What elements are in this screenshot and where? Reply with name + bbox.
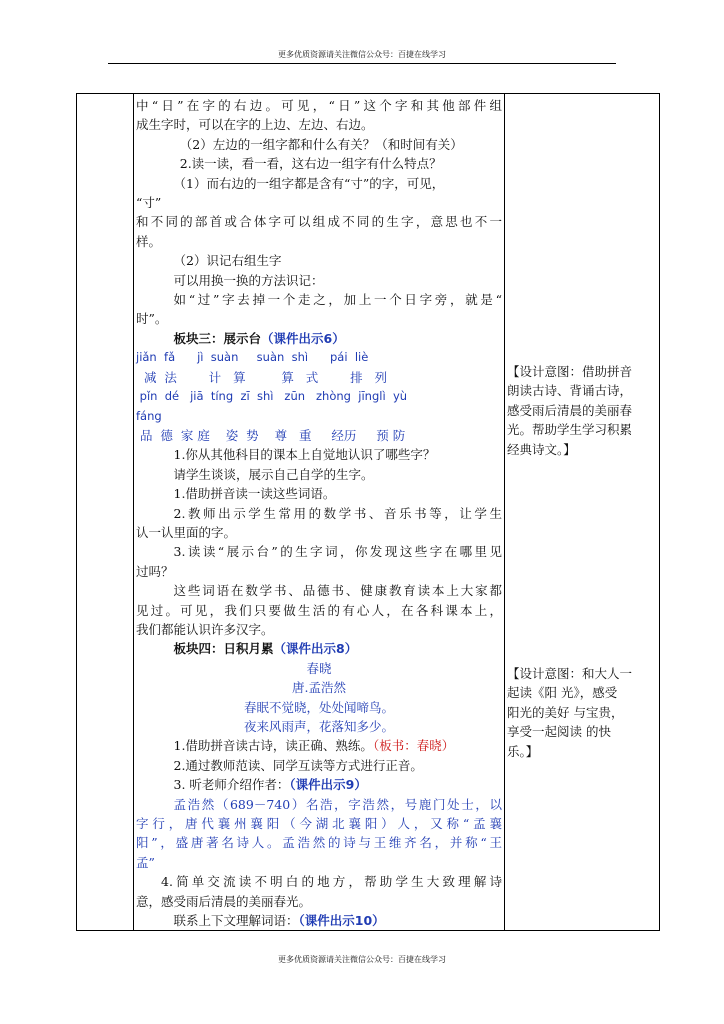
note-line: 乐。】	[507, 743, 539, 759]
note-line: 经典诗文。】	[507, 441, 576, 457]
text-line: 意，感受雨后清晨的美丽春光。	[136, 893, 312, 909]
courseware-note: （课件出示9）	[289, 777, 367, 793]
step-text: 1.借助拼音读古诗，读正确、熟练。	[173, 738, 373, 754]
teaching-process-cell	[134, 94, 505, 931]
teaching-process-text	[134, 94, 504, 930]
page-footer: 更多优质资源请关注微信公众号：百捷在线学习	[278, 955, 446, 964]
text-line: “寸”	[136, 195, 162, 211]
text-line: 1.你从其他科目的课本上自觉地认识了哪些字？	[173, 447, 436, 463]
note-line: 起读《阳 光》，感受	[507, 685, 618, 701]
text-line	[136, 911, 502, 930]
pinyin-line: pǐn dé jiā tíng zī shì zūn zhòng jīnglì yù	[136, 389, 408, 404]
text-line: 成生字时，可以在字的上边、左边、右边。	[136, 117, 374, 133]
board-note: （板书：春晓）	[372, 738, 455, 754]
text-line	[136, 775, 502, 794]
lesson-plan-table	[76, 93, 660, 931]
table-row	[77, 94, 660, 931]
text-line: 1.借助拼音读一读这些词语。	[173, 486, 336, 502]
section-heading	[136, 639, 502, 658]
author-bio-line: 字行，唐代襄州襄阳（今湖北襄阳）人，又称“孟襄	[136, 816, 502, 832]
note-line: 阳光的美好 与宝贵，	[507, 704, 624, 720]
step-text: 3. 听老师介绍作者：	[173, 777, 290, 793]
text-line: 可以用换一换的方法识记：	[173, 272, 324, 288]
text-line: 认一认里面的字。	[136, 524, 237, 540]
block4-courseware: （课件出示8）	[273, 641, 358, 657]
block3-title: 板块三：展示台	[173, 330, 262, 346]
author-bio-line: 孟”	[136, 854, 155, 870]
text-line: 3.读读“展示台”的生字词，你发现这些字在哪里见	[173, 544, 502, 560]
step-text: 联系上下文理解词语：	[173, 913, 299, 929]
pinyin-line: jiǎn fǎ jì suàn suàn shì pái liè	[136, 350, 369, 365]
text-line: 和不同的部首或合体字可以组成不同的生字，意思也不一	[136, 214, 502, 230]
text-line: 样。	[136, 233, 162, 249]
text-line: 我们都能认识许多汉字。	[136, 621, 274, 637]
design-intent-note-1	[507, 362, 655, 459]
author-bio-line: 阳”，盛唐著名诗人。孟浩然的诗与王维齐名，并称“王	[136, 835, 502, 851]
courseware-note: （课件出示10）	[298, 913, 385, 929]
text-line: 时”。	[136, 311, 168, 327]
page-header: 更多优质资源请关注微信公众号：百捷在线学习	[278, 50, 446, 59]
note-line: 朗读古诗、背诵古诗，	[507, 383, 633, 399]
author-bio-line: 孟浩然（689－740）名浩，字浩然，号鹿门处士，以	[173, 796, 502, 812]
note-line: 感受雨后清晨的美丽春	[507, 402, 633, 418]
hanzi-line: 减 法 计 算 算 式 排 列	[136, 369, 387, 385]
header-rule	[108, 63, 616, 64]
text-line: 2.教师出示学生常用的数学书、音乐书等，让学生	[173, 505, 502, 521]
note-line: 享受一起阅读 的快	[507, 724, 611, 740]
block4-title: 板块四：日积月累	[173, 641, 274, 657]
poem-line: 夜来风雨声，花落知多少。	[243, 719, 394, 734]
poem-line: 春眠不觉晓，处处闻啼鸟。	[243, 699, 394, 715]
note-line: 【设计意图：和大人一	[507, 666, 633, 681]
text-line: 中“日”在字的右边。可见，“日”这个字和其他部件组	[136, 98, 502, 113]
text-line: 过吗？	[136, 563, 174, 579]
text-line: （1）而右边的一组字都是含有“寸”的字，可见，	[173, 175, 445, 191]
poem-author: 唐.孟浩然	[292, 680, 346, 696]
design-intent-cell	[505, 94, 660, 931]
text-line: 2.通过教师范读、同学互读等方式进行正音。	[173, 757, 423, 773]
pinyin-line: fáng	[136, 408, 162, 423]
text-line	[136, 736, 502, 755]
section-heading	[136, 329, 502, 348]
text-line: 4.简单交流读不明白的地方，帮助学生大致理解诗	[161, 874, 502, 890]
text-line: 如“过”字去掉一个走之，加上一个日字旁，就是“	[173, 292, 502, 308]
text-line: （2）左边的一组字都和什么有关？（和时间有关）	[179, 136, 463, 152]
hanzi-line: 品 德 家 庭 姿 势 尊 重 经历 预 防	[136, 427, 406, 443]
note-line: 【设计意图：借助拼音	[507, 364, 633, 379]
text-line: 见过。可见，我们只要做生活的有心人，在各科课本上，	[136, 602, 502, 618]
text-line: （2）识记右组生字	[173, 253, 282, 269]
design-intent-note-2	[507, 664, 655, 761]
block3-courseware: （课件出示6）	[261, 330, 345, 346]
left-column-cell	[77, 94, 134, 931]
note-line: 光。帮助学生学习积累	[507, 422, 633, 438]
poem-title: 春晓	[306, 660, 332, 676]
text-line: 2.读一读，看一看，这右边一组字有什么特点？	[179, 156, 442, 172]
text-line: 这些词语在数学书、品德书、健康教育读本上大家都	[173, 583, 502, 599]
text-line: 请学生谈谈，展示自己自学的生字。	[173, 466, 374, 482]
